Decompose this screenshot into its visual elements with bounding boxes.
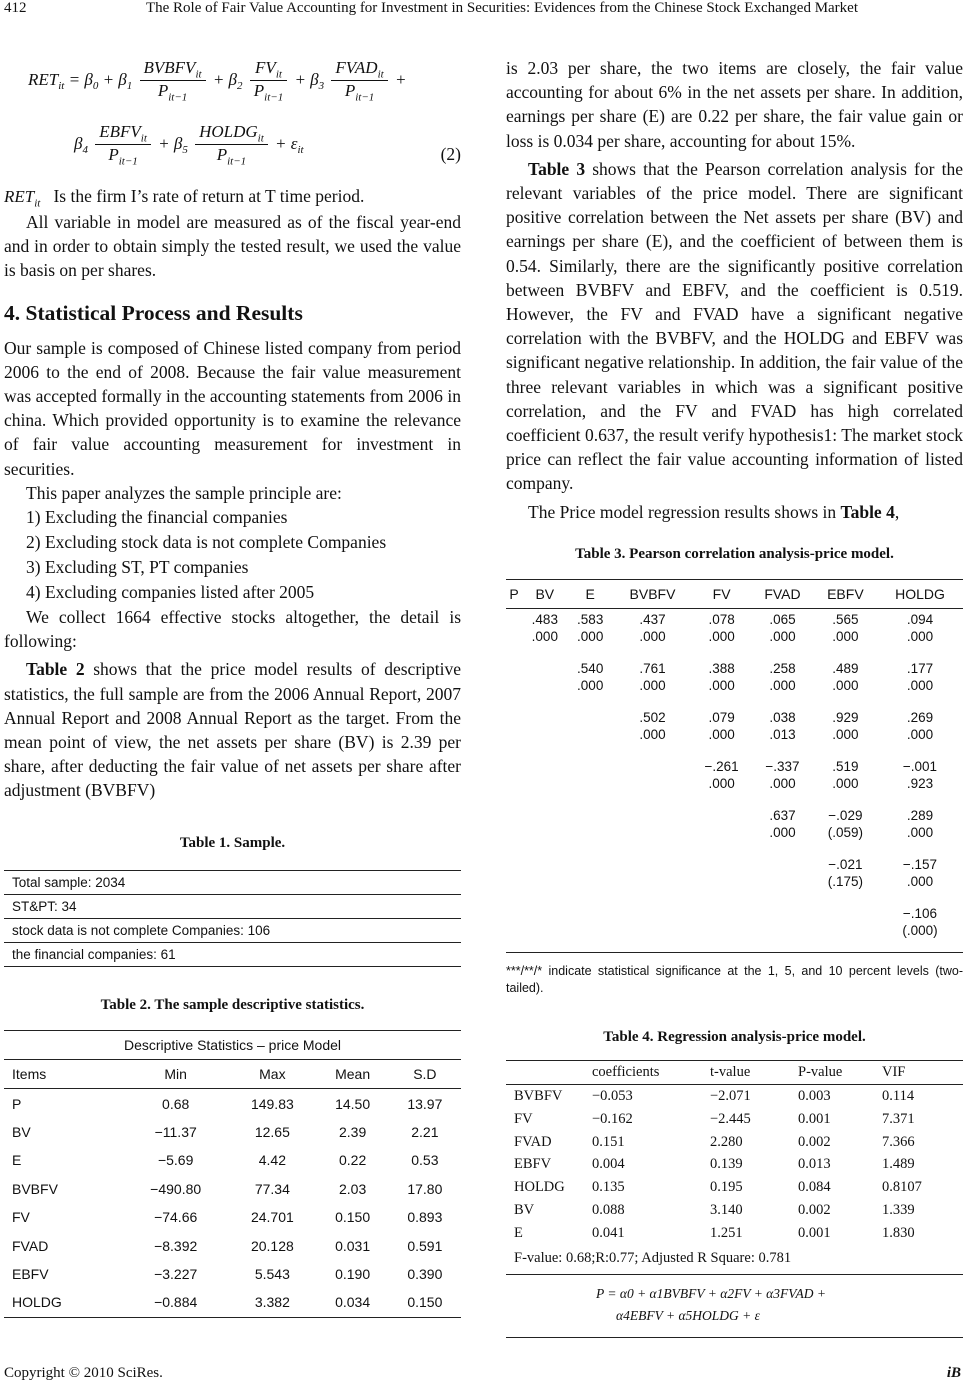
table-cell — [522, 658, 567, 707]
para-table3: Table 3 shows that the Pearson correlation analysis for the relevant variables of the price model. There are significant positive correlation between the Net assets per share (BV) and earnings per share (E), and the coefficient of between them is 0.54. Similarly, there are the significantly positive correlation between BVBFV and EBFV, and the coefficient is 0.519. However, the FV and FVAD have a significant negative correlation with the BVBFV, and the HOLDG and EBFV was significant negative relationship. In addition, the fair value of the three relevant variables in which was a significant positive correlation, and the FV and FVAD has high correlated coefficient 0.637, the result verify hypothesis1: The market stock price can reflect the fair value accounting information of listed company. — [506, 158, 963, 494]
table-cell: −0.884 — [154, 1294, 198, 1311]
table-cell: the financial companies: 61 — [4, 942, 461, 966]
table-cell — [568, 707, 613, 756]
table-cell: 0.041 — [592, 1225, 625, 1242]
table-cell: −.261 .000 — [704, 758, 739, 791]
table-row — [4, 1118, 461, 1146]
table-cell: .489 .000 — [832, 660, 859, 693]
table-cell: 2.03 — [338, 1180, 367, 1197]
table-cell: 0.088 — [592, 1202, 625, 1219]
table-cell: 0.390 — [407, 1265, 443, 1282]
table-cell: BVBFV — [514, 1087, 563, 1104]
table-cell: 0.084 — [798, 1179, 831, 1196]
table-cell: −0.053 — [592, 1087, 633, 1104]
table-cell: 2.21 — [411, 1124, 439, 1141]
table1-caption: Table 1. Sample. — [179, 834, 286, 851]
table-cell: −11.37 — [154, 1124, 197, 1141]
column-header: FV — [692, 579, 751, 608]
table-cell — [814, 903, 877, 953]
table-row — [4, 1146, 461, 1174]
table-cell: 2.39 — [338, 1124, 367, 1141]
table2-caption: Table 2. The sample descriptive statistics. — [100, 996, 365, 1013]
table-cell: 0.004 — [592, 1156, 625, 1173]
para-sample: Our sample is composed of Chinese listed company from period 2006 to the end of 2008. Because the fair value measurement was accepted formally in the accounting statements from 2006 in china. Which provided opportunity is to examine the relevance of fair value accounting measurement for investment in securities. — [4, 337, 461, 479]
table-cell: 2.280 — [710, 1133, 743, 1150]
table-cell: 0.034 — [335, 1294, 371, 1311]
table-cell: 0.013 — [798, 1156, 831, 1173]
table-cell: FV — [514, 1110, 533, 1127]
table-cell — [613, 756, 692, 805]
table-cell: HOLDG — [514, 1179, 565, 1196]
column-header: HOLDG — [877, 579, 963, 608]
list-item: 1) Excluding the financial companies — [26, 507, 288, 528]
table-cell — [506, 658, 522, 707]
para-continued: is 2.03 per share, the two items are closely, the fair value accounting for about 6% in the net assets per share. In addition, earnings per share (E) are 0.22 per share, the fair value gain or loss is 0.034 per share, accounting for about 15%. — [506, 58, 963, 151]
table-subheader: Descriptive Statistics – price Model — [4, 1030, 461, 1059]
list-item: 4) Excluding companies listed after 2005 — [26, 582, 315, 603]
table-row — [4, 1288, 461, 1317]
table-row — [506, 1108, 963, 1131]
left-column — [4, 50, 461, 1318]
table-cell: −74.66 — [154, 1209, 198, 1226]
equation-line-2: $\beta_4$ $\frac{EBFV_{it}}{P_{it-1}}$ + $\beta_5$ $\frac{HOLDG_{it}}{P_{it-1}}$ + $\varepsilon_{it}$ — [74, 122, 304, 168]
table-cell: 0.8107 — [882, 1179, 922, 1196]
table-cell — [613, 805, 692, 854]
table-cell — [522, 805, 567, 854]
table-cell: 0.139 — [710, 1156, 743, 1173]
para-table4: The Price model regression results shows in Table 4, — [528, 501, 900, 522]
column-header: VIF — [882, 1060, 963, 1084]
table-cell: .388 .000 — [708, 660, 735, 693]
table-cell: .258 .000 — [769, 660, 796, 693]
table-cell: .078 .000 — [708, 611, 735, 644]
table2-body — [4, 1089, 461, 1317]
table-cell: .519 .000 — [832, 758, 859, 791]
table-row — [506, 1154, 963, 1177]
column-header: P — [506, 579, 522, 608]
table-cell: −2.445 — [710, 1110, 751, 1127]
table-cell — [751, 903, 814, 953]
table-cell: 1.339 — [882, 1202, 915, 1219]
column-header: EBFV — [814, 579, 877, 608]
table-header-row — [506, 579, 963, 608]
column-header — [506, 1060, 592, 1084]
table-cell: 20.128 — [250, 1237, 294, 1254]
table-cell: −.337 .000 — [765, 758, 800, 791]
table-cell: .437 .000 — [639, 611, 666, 644]
table-cell: −490.80 — [150, 1180, 202, 1197]
table-cell: .637 .000 — [769, 807, 796, 840]
fvalue-text: F-value: 0.68;R:0.77; Adjusted R Square: 0.781 — [506, 1245, 963, 1274]
model-line-2: α4EBFV + α5HOLDG + ε — [616, 1307, 760, 1323]
equation-block — [4, 50, 461, 210]
table-cell: 7.371 — [882, 1110, 915, 1127]
table-cell: 5.543 — [254, 1265, 290, 1282]
table-cell — [506, 854, 522, 903]
table-cell — [522, 903, 567, 953]
table-cell: 3.140 — [710, 1202, 743, 1219]
table-row — [506, 756, 963, 805]
table-cell: 0.591 — [407, 1237, 443, 1254]
table4-body — [506, 1084, 963, 1245]
column-header: BVBFV — [613, 579, 692, 608]
table-cell: .761 .000 — [639, 660, 666, 693]
table-cell: stock data is not complete Companies: 106 — [4, 918, 461, 942]
table-row — [4, 942, 461, 966]
journal-mark: iB — [946, 1365, 961, 1381]
table-cell: 0.002 — [798, 1202, 831, 1219]
table-row — [4, 918, 461, 942]
table-cell — [568, 854, 613, 903]
table3-caption: Table 3. Pearson correlation analysis-price model. — [575, 545, 894, 562]
column-header: Max — [228, 1060, 316, 1089]
table-cell: FVAD — [514, 1133, 552, 1150]
equation-label: (2) — [440, 144, 461, 164]
equation-line-1: $RET_{it} = \beta_0 + \beta_1$ $\frac{BVBFV_{it}}{P_{it-1}}$ + $\beta_2$ $\frac{FV_{it}}{P_{it-1}}$ + $\beta_3$ $\frac{FVAD_{it}}{P_{it-1}}$ + — [28, 58, 407, 104]
table-cell: 149.83 — [250, 1095, 294, 1112]
table-cell: −.029 (.059) — [827, 807, 864, 840]
table-cell: 0.001 — [798, 1225, 831, 1242]
table2 — [4, 1030, 461, 1318]
column-header: E — [568, 579, 613, 608]
table-cell: .038 .013 — [769, 709, 796, 742]
table1 — [4, 870, 461, 967]
table-cell: .929 .000 — [832, 709, 859, 742]
column-header: t-value — [710, 1060, 798, 1084]
table-cell: .502 .000 — [639, 709, 666, 742]
table-cell: −0.162 — [592, 1110, 633, 1127]
table-cell: FVAD — [12, 1237, 49, 1254]
table-cell: −8.392 — [154, 1237, 198, 1254]
table-row — [506, 1084, 963, 1107]
table-cell: .289 .000 — [906, 807, 934, 840]
table-cell: −.021 (.175) — [827, 856, 864, 889]
table-fvalue-row — [506, 1245, 963, 1274]
table-cell: .094 .000 — [906, 611, 934, 644]
table-cell: 17.80 — [407, 1180, 443, 1197]
table-cell: 12.65 — [254, 1124, 290, 1141]
para-model: All variable in model are measured as of the fiscal year-end and in order to obtain simply the tested result, we used the value is basis on per shares. — [4, 212, 461, 281]
table-cell — [506, 903, 522, 953]
table-row — [506, 1176, 963, 1199]
table-cell: 13.97 — [407, 1095, 443, 1112]
table-header-row — [4, 1060, 461, 1089]
table-cell — [692, 903, 751, 953]
table-cell: 0.031 — [335, 1237, 371, 1254]
right-column — [506, 50, 963, 1338]
table-cell: 0.150 — [335, 1209, 371, 1226]
list-item: 2) Excluding stock data is not complete Companies — [26, 532, 387, 553]
table-cell: −.001 .923 — [902, 758, 938, 791]
table-cell: BVBFV — [12, 1180, 58, 1197]
table-cell: 0.68 — [162, 1095, 190, 1112]
table-row — [506, 608, 963, 658]
column-header: BV — [522, 579, 567, 608]
table-cell — [568, 805, 613, 854]
table-cell — [568, 903, 613, 953]
table-cell: −.157 .000 — [902, 856, 938, 889]
table-cell: 0.002 — [798, 1133, 831, 1150]
para-collect: We collect 1664 effective stocks altogether, the detail is following: — [4, 607, 461, 652]
table-row — [4, 1203, 461, 1231]
table-cell: .483 .000 — [531, 611, 558, 644]
table-cell: 0.22 — [338, 1152, 367, 1169]
table-cell — [522, 854, 567, 903]
table-cell — [613, 903, 692, 953]
table-cell: Total sample: 2034 — [4, 870, 461, 894]
list-item: 3) Excluding ST, PT companies — [26, 557, 249, 578]
table4-caption: Table 4. Regression analysis-price model. — [603, 1028, 866, 1045]
table-cell — [506, 756, 522, 805]
table-row — [4, 1231, 461, 1259]
copyright: Copyright © 2010 SciRes. — [4, 1365, 163, 1381]
table-cell: −3.227 — [154, 1265, 198, 1282]
column-header: S.D — [389, 1060, 461, 1089]
column-header: P-value — [798, 1060, 882, 1084]
table-cell — [522, 707, 567, 756]
table3-footnote: ***/**/* indicate statistical significance at the 1, 5, and 10 percent levels (two-tailed). — [506, 963, 963, 995]
table-cell: 0.003 — [798, 1087, 831, 1104]
table-row — [506, 1199, 963, 1222]
table-cell: 0.195 — [710, 1179, 743, 1196]
table-cell: .583 .000 — [577, 611, 604, 644]
table-row — [4, 870, 461, 894]
table-cell: .079 .000 — [708, 709, 735, 742]
table-cell — [506, 805, 522, 854]
table-cell: 77.34 — [254, 1180, 290, 1197]
table-cell: BV — [12, 1124, 31, 1141]
table-cell: 1.830 — [882, 1225, 915, 1242]
table-cell: E — [12, 1152, 22, 1169]
principle-list — [4, 505, 461, 605]
table-cell: EBFV — [514, 1156, 552, 1173]
model-line-1: P = α0 + α1BVBFV + α2FV + α3FVAD + — [596, 1285, 826, 1301]
table-cell: HOLDG — [12, 1294, 62, 1311]
column-header: FVAD — [751, 579, 814, 608]
table-row — [4, 1175, 461, 1203]
table-cell: .565 .000 — [832, 611, 859, 644]
table-cell — [751, 854, 814, 903]
table-row — [506, 805, 963, 854]
table-cell: 4.42 — [258, 1152, 286, 1169]
table-cell: BV — [514, 1202, 535, 1219]
table-cell: 0.53 — [411, 1152, 439, 1169]
column-header: Min — [123, 1060, 228, 1089]
table-cell: .177 .000 — [906, 660, 934, 693]
table-cell — [568, 756, 613, 805]
table3-body — [506, 608, 963, 952]
table-row — [4, 1260, 461, 1288]
table-row — [506, 1222, 963, 1245]
column-header: coefficients — [592, 1060, 710, 1084]
table-cell — [692, 854, 751, 903]
table-row — [506, 854, 963, 903]
para-principle: This paper analyzes the sample principle are: — [26, 482, 342, 503]
table-cell: −2.071 — [710, 1087, 751, 1104]
table-cell: 1.251 — [710, 1225, 743, 1242]
page-number: 412 — [4, 0, 27, 16]
table-cell: FV — [12, 1209, 30, 1226]
model-equation — [506, 1274, 963, 1337]
table-cell — [522, 756, 567, 805]
table-row — [506, 658, 963, 707]
table-cell: ST&PT: 34 — [4, 894, 461, 918]
ret-definition-text: Is the firm I’s rate of return at T time period. — [53, 186, 365, 206]
table-cell: P — [12, 1095, 22, 1112]
para-table2: Table 2 shows that the price model results of descriptive statistics, the full sample are from the 2006 Annual Report, 2007 Annual Report and 2008 Annual Report as the target. From the mean point of view, the net assets per share (BV) is 2.39 per share, after deducting the fair value of net assets per share after adjustment (BVBFV) — [4, 659, 461, 801]
table-cell: EBFV — [12, 1265, 49, 1282]
table3 — [506, 579, 963, 953]
column-header: Mean — [317, 1060, 389, 1089]
model-row — [506, 1274, 963, 1337]
table-cell: 0.190 — [335, 1265, 371, 1282]
column-header: Items — [4, 1060, 123, 1089]
table-row — [4, 1089, 461, 1118]
table-cell — [506, 707, 522, 756]
running-title: The Role of Fair Value Accounting for Investment in Securities: Evidences from the Chinese Stock Exchanged Market — [145, 0, 859, 16]
section-title: 4. Statistical Process and Results — [4, 300, 303, 325]
table-cell: 0.135 — [592, 1179, 625, 1196]
table-cell: 0.151 — [592, 1133, 625, 1150]
table-cell: 14.50 — [335, 1095, 371, 1112]
table-row — [506, 1131, 963, 1154]
table-cell: 0.001 — [798, 1110, 831, 1127]
table-cell: .065 .000 — [769, 611, 796, 644]
table4 — [506, 1060, 963, 1338]
table-cell: 1.489 — [882, 1156, 915, 1173]
table-row — [506, 903, 963, 953]
table-cell: 0.114 — [882, 1087, 915, 1104]
table-row — [506, 707, 963, 756]
table-cell: 7.366 — [882, 1133, 915, 1150]
ret-definition: $RET_{it}$ Is the firm I’s rate of return at T time period. — [4, 186, 365, 210]
table-cell: .540 .000 — [577, 660, 604, 693]
table-cell: E — [514, 1225, 523, 1242]
table-cell — [692, 805, 751, 854]
table-cell: .269 .000 — [906, 709, 934, 742]
table-cell: −5.69 — [157, 1152, 194, 1169]
table-cell: 24.701 — [250, 1209, 294, 1226]
table-header-row — [506, 1060, 963, 1084]
table-cell: −.106 (.000) — [902, 905, 938, 938]
table-cell — [613, 854, 692, 903]
table-cell: 0.150 — [407, 1294, 443, 1311]
table-cell: 3.382 — [254, 1294, 290, 1311]
table-cell — [506, 608, 522, 658]
table-row — [4, 894, 461, 918]
table-subheader-row — [4, 1030, 461, 1059]
table-cell: 0.893 — [407, 1209, 443, 1226]
